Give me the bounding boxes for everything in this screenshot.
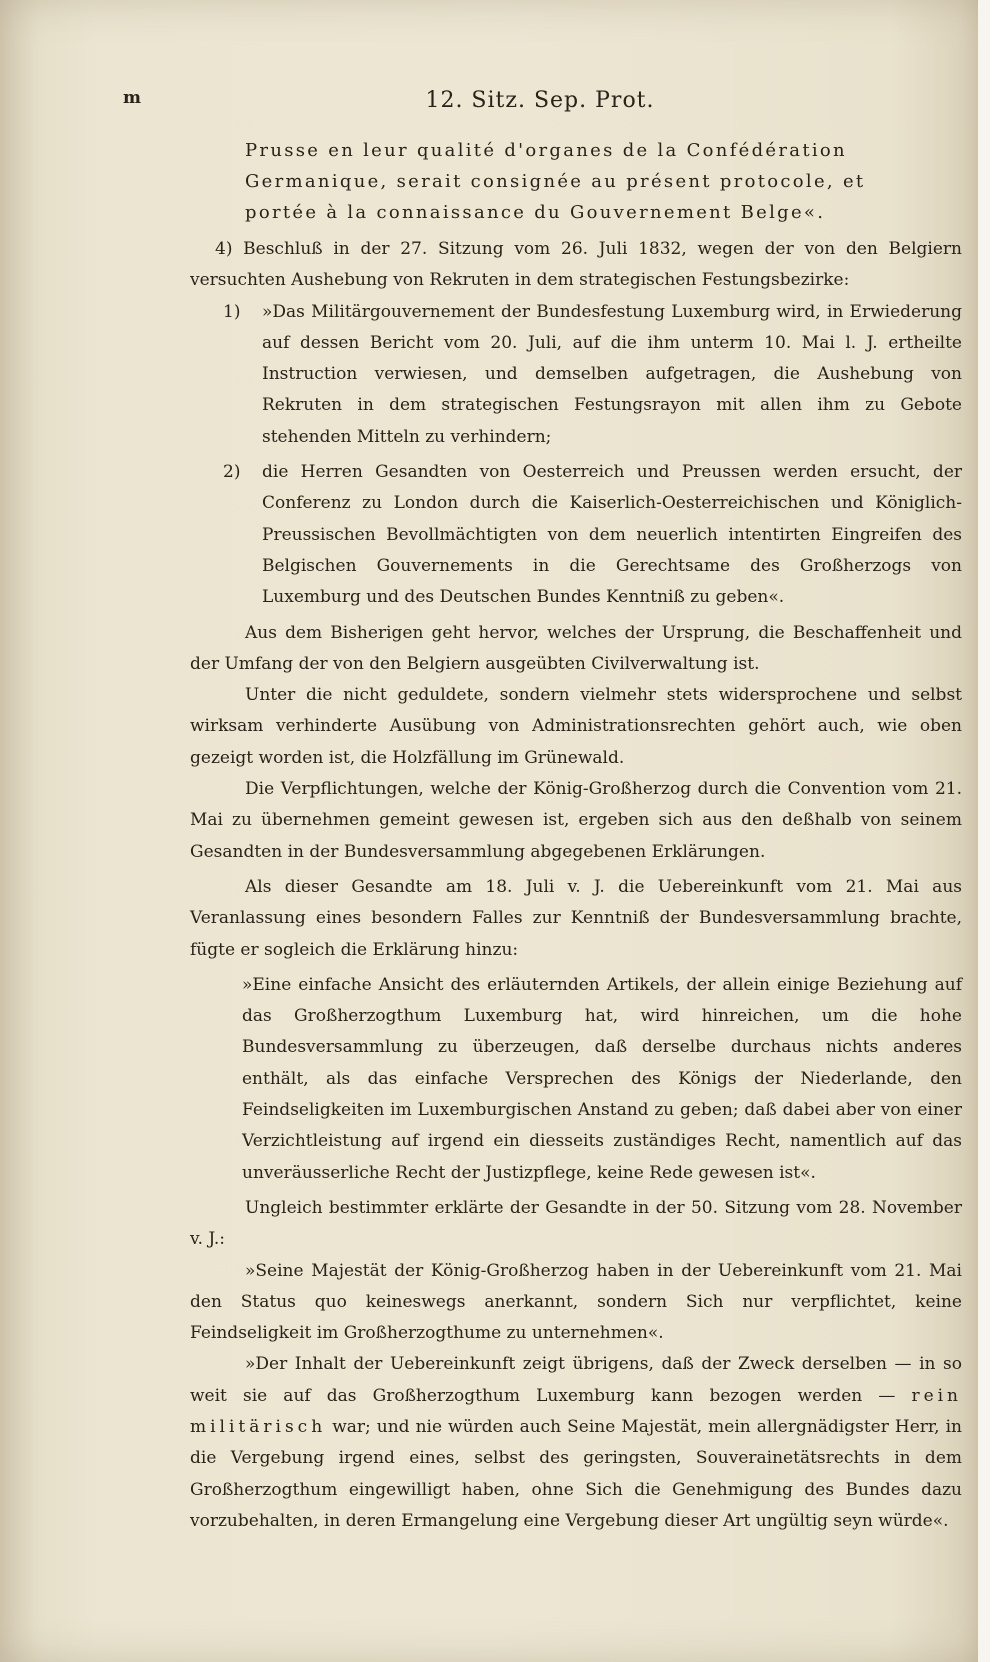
page-marker: m [123,88,141,108]
page-header [0,88,990,118]
item-number: 2) [223,462,241,483]
emphasized-text: rein militärisch [190,1385,963,1437]
quote-text: war; und nie würden auch Seine Majestät, mein allergnädigster Herr, in die Vergebung irgend eines, selbst des geringsten, Souverainetätsrechts in dem Großherzogthum eingewilligt haben, ohne Sich die Genehmigung des Bundes dazu vorzubehalten, in deren Ermangelung eine Vergebung dieser Art ungültig seyn würde«. [190,1416,962,1531]
body-text [190,234,962,1537]
french-quote-line: Prusse en leur qualité d'organes de la Confédération [245,140,847,161]
quote-text: »Eine einfache Ansicht des erläuternden Artikels, der allein einige Beziehung auf das Großherzogthum Luxemburg hat, wird hinreichen, um die hohe Bundesversammlung zu überzeugen, daß derselbe durchaus nichts anderes enthält, als das einfache Versprechen des Königs der Niederlande, den Feindseligkeiten im Luxemburgischen Anstand zu geben; daß dabei aber von einer Verzichtleistung auf irgend ein diesseits zuständiges Recht, namentlich auf das unveräusserliche Recht der Justizpflege, keine Rede gewesen ist«. [242,974,962,1183]
quoted-declaration [190,970,962,1189]
item-text: »Das Militärgouvernement der Bundesfestung Luxemburg wird, in Erwiederung auf dessen Bericht vom 20. Juli, auf die ihm unterm 10. Mai l. J. ertheilte Instruction verwiesen, und demselben aufgetragen, die Aushebung von Rekruten in dem strategischen Festungsrayon mit allen ihm zu Gebote stehenden Mitteln zu verhindern; [262,301,962,447]
page-edge [978,0,990,1662]
paragraph: Unter die nicht geduldete, sondern vielmehr stets widersprochene und selbst wirksam verhinderte Ausübung von Administrationsrechten gehört auch, wie oben gezeigt worden ist, die Holzfällung im Grünewald. [190,685,962,768]
quote-paragraph: »Seine Majestät der König-Großherzog haben in der Uebereinkunft vom 21. Mai den Status quo keineswegs anerkannt, sondern Sich nur verpflichtet, keine Feindseligkeit im Großherzogthume zu unternehmen«. [190,1260,962,1344]
resolution-item-1 [190,297,962,453]
paragraph: Aus dem Bisherigen geht hervor, welches der Ursprung, die Beschaffenheit und der Umfang der von den Belgiern ausgeübten Civilverwaltung ist. [190,622,962,674]
paragraph: Ungleich bestimmter erklärte der Gesandte in der 50. Sitzung vom 28. November v. J.: [190,1197,962,1250]
french-quote-block [245,135,985,228]
paragraph: Die Verpflichtungen, welche der König-Großherzog durch die Convention vom 21. Mai zu übernehmen gemeint gewesen ist, ergeben sich aus den deßhalb von seinem Gesandten in der Bundesversammlung abgegebenen Erklärungen. [190,779,962,862]
resolution-item-2 [190,457,962,613]
paragraph: Als dieser Gesandte am 18. Juli v. J. die Uebereinkunft vom 21. Mai aus Veranlassung eines besondern Falles zur Kenntniß der Bundesversammlung brachte, fügte er sogleich die Erklärung hinzu: [190,876,962,960]
quote-text: »Der Inhalt der Uebereinkunft zeigt übrigens, daß der Zweck derselben — in so weit sie auf das Großherzogthum Luxemburg kann bezogen werden — [190,1354,962,1406]
resolution-heading: 4) Beschluß in der 27. Sitzung vom 26. Juli 1832, wegen der von den Belgiern versuchten Aushebung von Rekruten in dem strategischen Festungsbezirke: [190,239,962,291]
item-text: die Herren Gesandten von Oesterreich und Preussen werden ersucht, der Conferenz zu London durch die Kaiserlich-Oesterreichischen und Königlich-Preussischen Bevollmächtigten von dem neuerlich intentirten Eingreifen des Belgischen Gouvernements in die Gerechtsame des Großherzogs von Luxemburg und des Deutschen Bundes Kenntniß zu geben«. [262,462,962,608]
running-head: 12. Sitz. Sep. Prot. [425,88,655,113]
quote-paragraph [190,1349,962,1537]
french-quote-line: portée à la connaissance du Gouvernement Belge«. [245,202,826,223]
item-number: 1) [223,301,241,322]
french-quote-line: Germanique, serait consignée au présent protocole, et [245,171,866,192]
